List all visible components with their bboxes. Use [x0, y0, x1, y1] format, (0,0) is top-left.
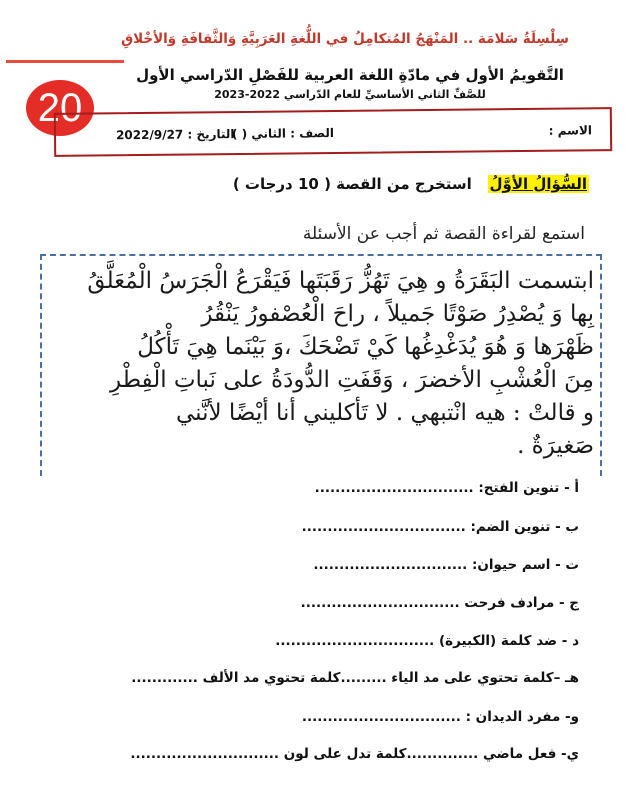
story-line: بِها وَ يُصْدِرُ صَوْتًا جَميلاً ، راحَ الْعُصْفورُ يَنْقُرُ: [201, 301, 594, 327]
page-title: التَّقويمُ الأول في مادّةِ اللغة العربية للفَصْلِ الدّراسي الأول: [136, 66, 564, 84]
class-label: الصف : الثاني ( ): [231, 125, 334, 142]
question-item: د - ضد كلمة (الكبيرة) ...............................: [275, 633, 579, 649]
question-item: ب - تنوين الضم: ................................: [301, 519, 579, 535]
story-line: ابتسمت البَقَرَةُ و هِيَ تَهُزُّ رَقَبَتَها فَيَقْرَعُ الْجَرَسُ الْمُعَلَّقُ: [87, 268, 594, 294]
student-info-box: [54, 107, 612, 157]
story-line: و قالتْ : هيه انْتبهي . لا تَأكليني أنا أيْضًا لأنَّني: [175, 400, 594, 426]
question-label: السُّؤالُ الأوَّلُ: [489, 175, 587, 193]
question-item: ت - اسم حيوان: ..............................: [313, 557, 579, 573]
question-item: أ - تنوين الفتح: ...............................: [314, 480, 579, 496]
name-label: الاسم :: [548, 123, 593, 138]
question-heading: [233, 175, 589, 193]
story-line: مِنَ الْعُشْبِ الأخضرَ ، وَقَفَتِ الدُّودَةُ على نَباتِ الْفِطْرِ: [110, 367, 594, 393]
story-line: ظَهْرَها وَ هُوَ يُدَغْدِغُها كَيْ تَضْحَكَ ،وَ بَيْنَما هِيَ تَأْكُلُ: [137, 334, 594, 360]
red-divider: [6, 60, 124, 63]
page-subtitle: للصَّفِّ الثاني الأساسيِّ للعام الدّراسي 2022-2023: [214, 88, 486, 101]
date-field: [116, 127, 235, 142]
question-item: ي- فعل ماضي ..............كلمة تدل على لون .............................: [130, 746, 579, 762]
date-label: التاريخ :: [187, 127, 235, 142]
story-line: صَغيرَةٌ .: [517, 433, 594, 459]
question-item: هـ –كلمة تحتوي على مد الياء .........كلمة تحتوي مد الألف .............: [131, 670, 579, 686]
question-item: و- مفرد الديدان : ...............................: [301, 709, 579, 725]
question-text: استخرج من القصة ( 10 درجات ): [232, 175, 472, 193]
question-item: ج - مرادف فرحت ...............................: [300, 595, 579, 611]
listen-instruction: استمع لقراءة القصة ثم أجب عن الأسئلة: [302, 224, 585, 244]
number-badge: 20: [26, 80, 94, 136]
date-value: 2022/9/27: [115, 127, 184, 143]
series-title: سِلْسِلَةُ سَلامَة .. المَنْهَجُ المُتكامِلُ في اللُّغةِ العَرَبِيَّةِ وَالثَّقافَةِ وَالأخْلاقِ: [121, 31, 569, 47]
story-text: [44, 265, 594, 463]
